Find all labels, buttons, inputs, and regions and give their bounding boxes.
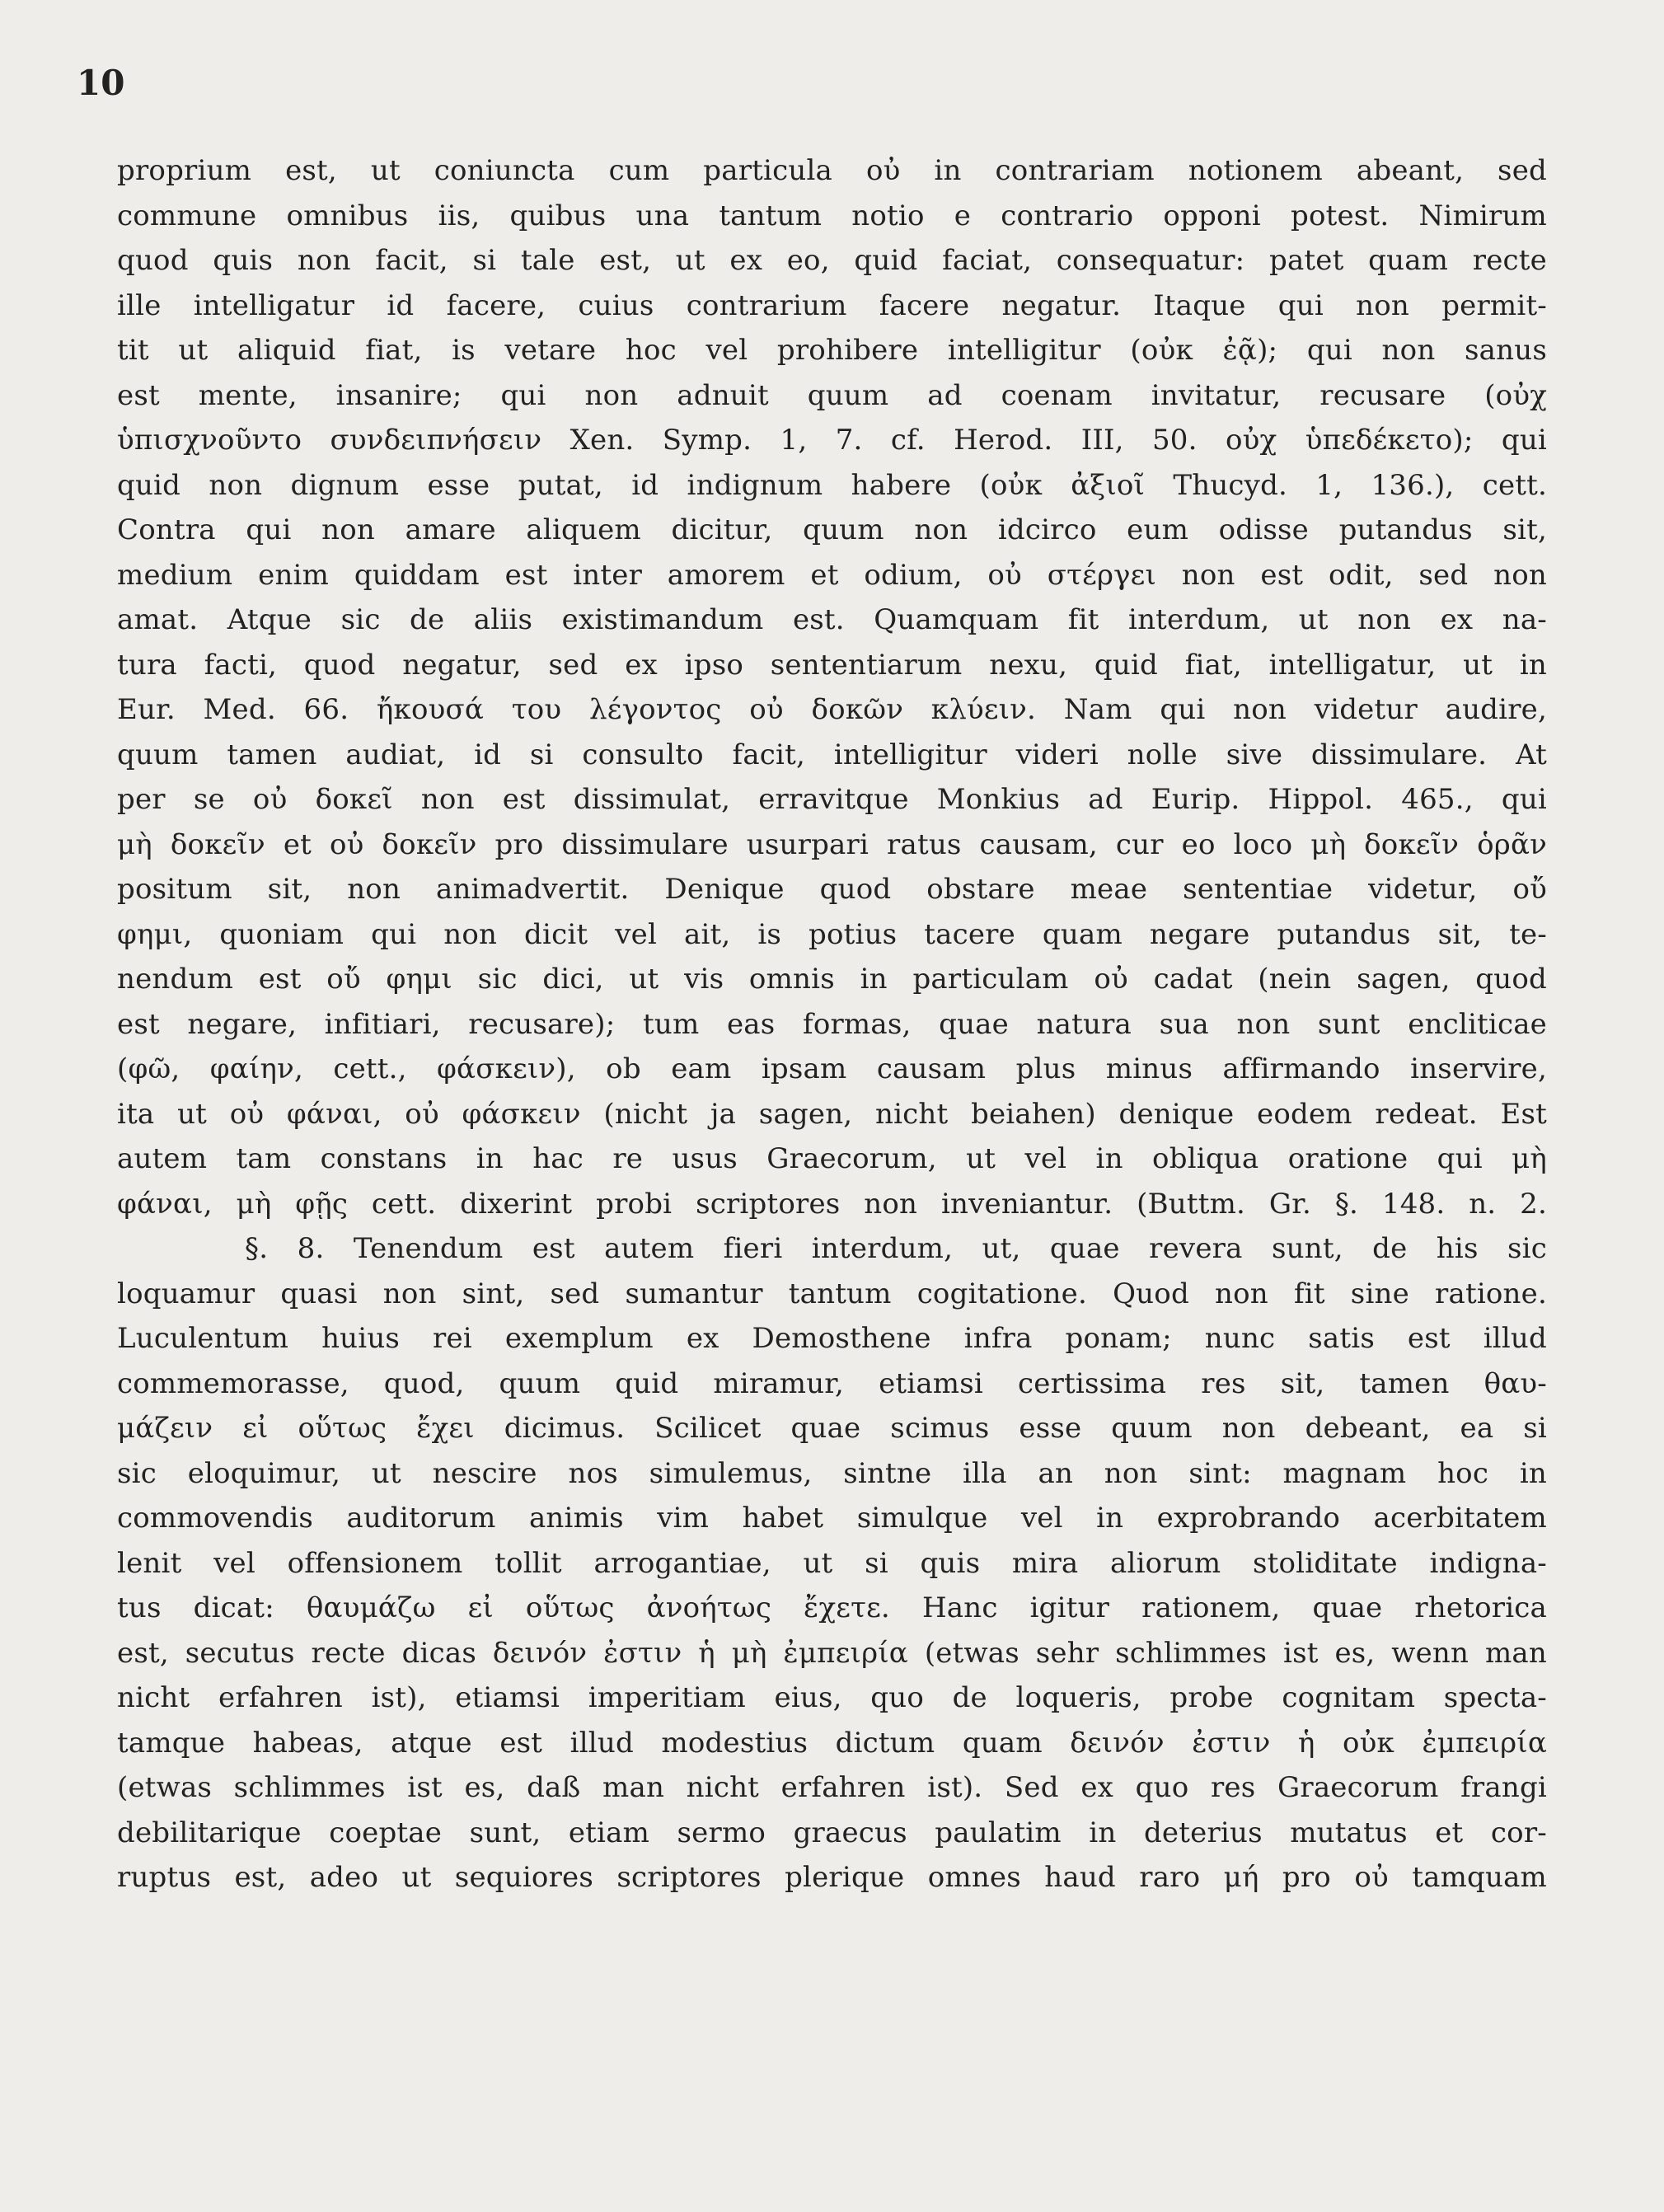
text-line: ὑπισχνοῦντο συνδειπνήσειν Xen. Symp. 1, 7. cf. Herod. III, 50. οὐχ ὑπεδέκετο); qui: [117, 424, 1547, 457]
text-line: nicht erfahren ist), etiamsi imperitiam eius, quo de loqueris, probe cognitam specta-: [117, 1681, 1547, 1714]
text-line: Eur. Med. 66. ἤκουσά του λέγοντος οὐ δοκῶν κλύειν. Nam qui non videtur audire,: [117, 693, 1547, 726]
text-line: est mente, insanire; qui non adnuit quum ad coenam invitatur, recusare (οὐχ: [117, 378, 1547, 412]
text-line: debilitarique coeptae sunt, etiam sermo graecus paulatim in deterius mutatus et cor-: [117, 1816, 1547, 1849]
text-line: tura facti, quod negatur, sed ex ipso sententiarum nexu, quid fiat, intelligatur, ut in: [117, 648, 1547, 682]
text-line: μὴ δοκεῖν et οὐ δοκεῖν pro dissimulare usurpari ratus causam, cur eo loco μὴ δοκεῖν ὁρᾶν: [117, 827, 1547, 861]
text-line: autem tam constans in hac re usus Graecorum, ut vel in obliqua oratione qui μὴ: [117, 1142, 1547, 1175]
text-line: quid non dignum esse putat, id indignum habere (οὐκ ἀξιοῖ Thucyd. 1, 136.), cett.: [117, 468, 1547, 502]
text-line: commune omnibus iis, quibus una tantum notio e contrario opponi potest. Nimirum: [117, 199, 1547, 232]
text-line: quod quis non facit, si tale est, ut ex eo, quid faciat, consequatur: patet quam recte: [117, 244, 1547, 277]
text-line: est negare, infitiari, recusare); tum eas formas, quae natura sua non sunt encliticae: [117, 1007, 1547, 1041]
text-line: tus dicat: θαυμάζω εἰ οὕτως ἀνοήτως ἔχετε. Hanc igitur rationem, quae rhetorica: [117, 1591, 1547, 1624]
text-line: loquamur quasi non sint, sed sumantur tantum cogitatione. Quod non fit sine ratione.: [117, 1277, 1547, 1310]
text-line: μάζειν εἰ οὕτως ἔχει dicimus. Scilicet quae scimus esse quum non debeant, ea si: [117, 1412, 1547, 1445]
text-line: (etwas schlimmes ist es, daß man nicht erfahren ist). Sed ex quo res Graecorum frangi: [117, 1771, 1547, 1804]
text-line: (φῶ, φαίην, cett., φάσκειν), ob eam ipsam causam plus minus affirmando inservire,: [117, 1052, 1547, 1085]
page-number: 10: [77, 63, 125, 103]
text-line: sic eloquimur, ut nescire nos simulemus, sintne illa an non sint: magnam hoc in: [117, 1456, 1547, 1490]
text-line: medium enim quiddam est inter amorem et odium, οὐ στέργει non est odit, sed non: [117, 558, 1547, 592]
text-line: tit ut aliquid fiat, is vetare hoc vel prohibere intelligitur (οὐκ ἐᾷ); qui non sanus: [117, 334, 1547, 367]
text-line: proprium est, ut coniuncta cum particula οὐ in contrariam notionem abeant, sed: [117, 154, 1547, 187]
text-line: amat. Atque sic de aliis existimandum est. Quamquam fit interdum, ut non ex na-: [117, 603, 1547, 636]
text-line: tamque habeas, atque est illud modestius dictum quam δεινόν ἐστιν ἡ οὐκ ἐμπειρία: [117, 1726, 1547, 1760]
text-line: positum sit, non animadvertit. Denique quod obstare meae sententiae videtur, οὔ: [117, 873, 1547, 906]
text-line: per se οὐ δοκεῖ non est dissimulat, erravitque Monkius ad Eurip. Hippol. 465., qui: [117, 783, 1547, 816]
body-text: [117, 148, 1547, 1900]
text-line: quum tamen audiat, id si consulto facit, intelligitur videri nolle sive dissimulare. At: [117, 738, 1547, 771]
text-line: φάναι, μὴ φῇς cett. dixerint probi scriptores non inveniantur. (Buttm. Gr. §. 148. n. 2.: [117, 1187, 1547, 1221]
text-line: φημι, quoniam qui non dicit vel ait, is potius tacere quam negare putandus sit, te-: [117, 917, 1547, 951]
text-line: nendum est οὔ φημι sic dici, ut vis omnis in particulam οὐ cadat (nein sagen, quod: [117, 963, 1547, 996]
text-line: ita ut οὐ φάναι, οὐ φάσκειν (nicht ja sagen, nicht beiahen) denique eodem redeat. Est: [117, 1097, 1547, 1131]
text-line: commemorasse, quod, quum quid miramur, etiamsi certissima res sit, tamen θαυ-: [117, 1366, 1547, 1400]
text-line: Contra qui non amare aliquem dicitur, quum non idcirco eum odisse putandus sit,: [117, 513, 1547, 546]
text-line: commovendis auditorum animis vim habet simulque vel in exprobrando acerbitatem: [117, 1502, 1547, 1535]
text-line: lenit vel offensionem tollit arrogantiae, ut si quis mira aliorum stoliditate indigna-: [117, 1546, 1547, 1580]
section-heading-line: §. 8. Tenendum est autem fieri interdum, ut, quae revera sunt, de his sic: [245, 1232, 1547, 1265]
text-line: ille intelligatur id facere, cuius contrarium facere negatur. Itaque qui non permit-: [117, 288, 1547, 322]
text-line: est, secutus recte dicas δεινόν ἐστιν ἡ μὴ ἐμπειρία (etwas sehr schlimmes ist es, wenn man: [117, 1636, 1547, 1670]
text-line: ruptus est, adeo ut sequiores scriptores plerique omnes haud raro μή pro οὐ tamquam: [117, 1861, 1547, 1894]
text-line: Luculentum huius rei exemplum ex Demosthene infra ponam; nunc satis est illud: [117, 1322, 1547, 1355]
